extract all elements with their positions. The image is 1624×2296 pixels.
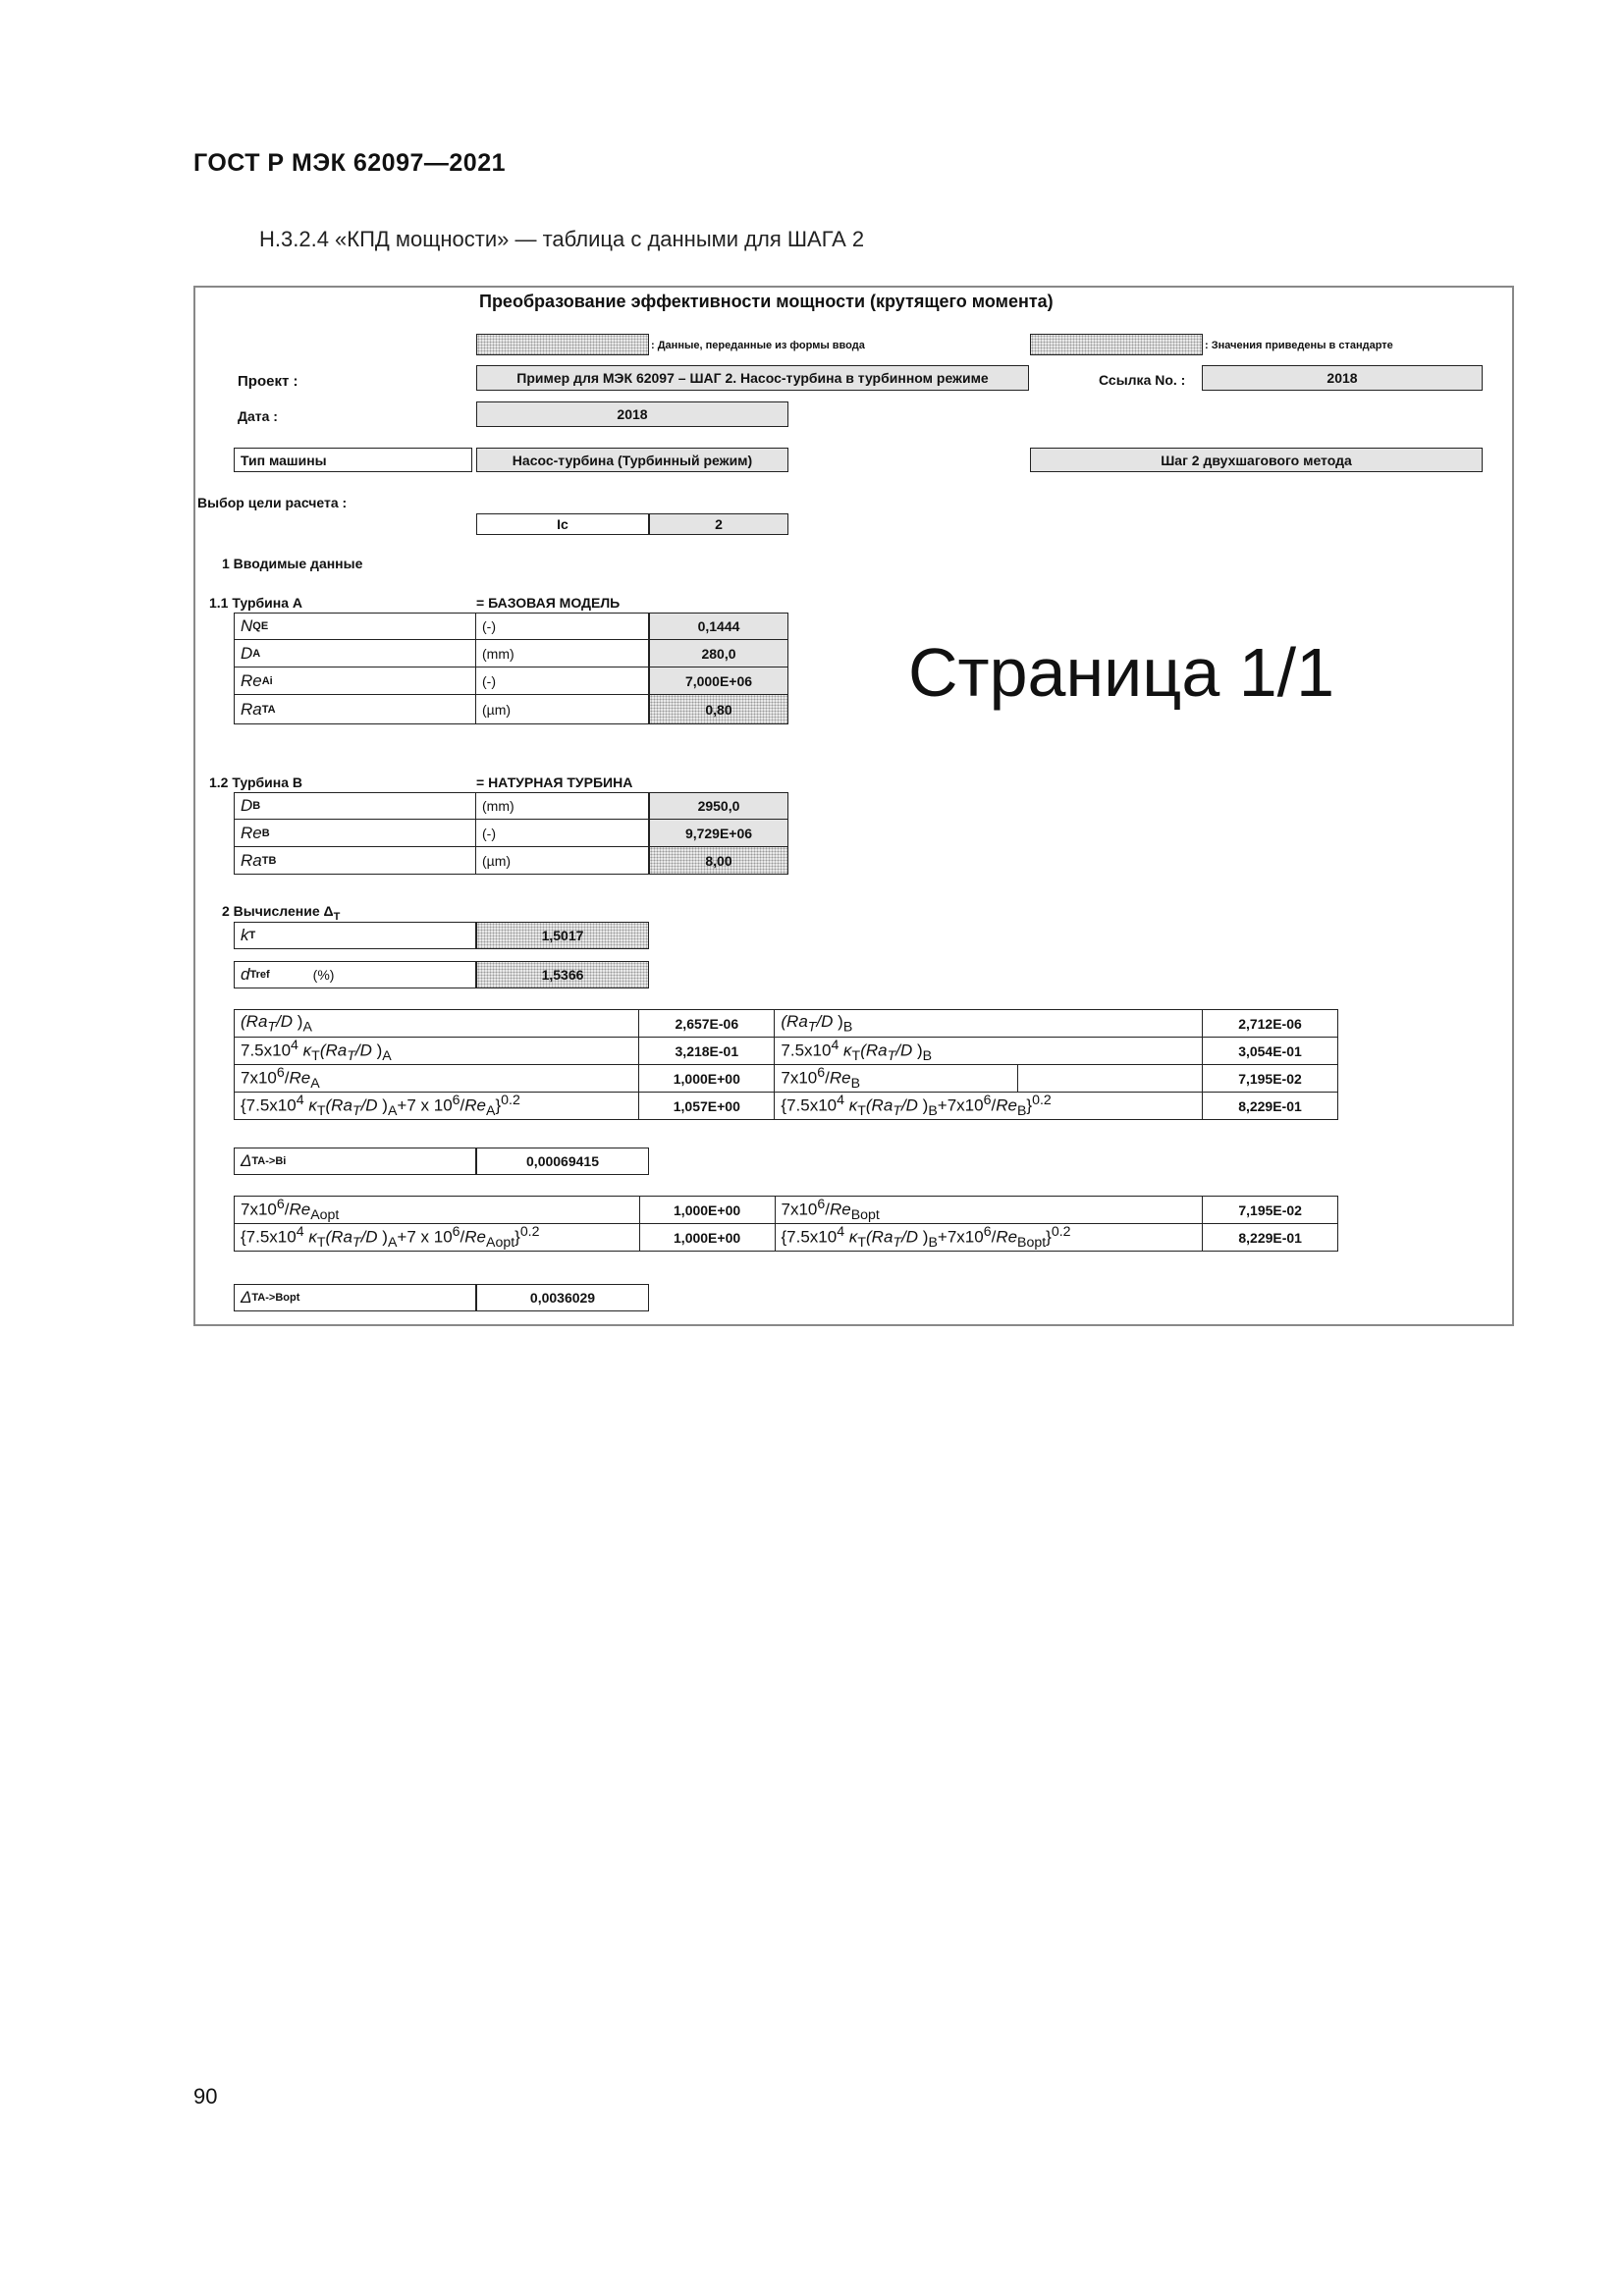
target-code: Ic	[476, 513, 649, 535]
nqe-subscript: QE	[252, 620, 269, 632]
delta-bopt-symbol: Δ	[241, 1288, 252, 1307]
legend-input-swatch	[476, 334, 649, 355]
formula-cell: ($Ra_T/D$ )$_A$	[235, 1010, 639, 1038]
delta-bi-symbol-cell	[234, 1148, 476, 1175]
reai-unit	[476, 667, 649, 695]
value-cell: 7,195E-02	[1203, 1197, 1338, 1224]
formula-cell: {$7.5x10^4$ $\kappa_T(Ra_T/D$ )$_A+7$ x $10^6/Re_{Aopt}\}^{0.2}$	[235, 1224, 640, 1252]
ratb-symbol: Ra	[241, 850, 262, 870]
db-subscript: B	[252, 800, 261, 812]
input-section-heading: 1 Вводимые данные	[222, 556, 363, 571]
ratb-unit-text: (µm)	[482, 852, 512, 869]
da-symbol-cell	[234, 640, 476, 667]
date-value: 2018	[476, 401, 788, 427]
value-cell: 7,195E-02	[1202, 1065, 1337, 1093]
reai-value: 7,000E+06	[649, 667, 788, 695]
db-symbol: D	[241, 796, 253, 815]
reb-symbol: Re	[241, 823, 262, 842]
calc-section-subscript: T	[333, 910, 341, 923]
formula-cell: {$7.5x10^4$ $\kappa_T(Ra_T/D$ )$_A+7$ x $10^6/Re_A\}^{0.2}$	[235, 1093, 639, 1120]
reb-unit	[476, 820, 649, 847]
date-label: Дата :	[238, 408, 278, 424]
table-row	[235, 1038, 1338, 1065]
reb-value: 9,729E+06	[649, 820, 788, 847]
ratb-unit	[476, 847, 649, 875]
empty-cell	[1018, 1065, 1203, 1093]
turbine-b-label: 1.2 Турбина B	[209, 774, 303, 790]
value-cell: 8,229E-01	[1203, 1224, 1338, 1252]
dtref-symbol: d	[241, 965, 250, 984]
turbine-b-model: = НАТУРНАЯ ТУРБИНА	[476, 774, 633, 790]
db-value: 2950,0	[649, 792, 788, 820]
kt-subscript: T	[248, 930, 256, 941]
value-cell: 2,657E-06	[639, 1010, 775, 1038]
da-value: 280,0	[649, 640, 788, 667]
formula-cell: $7x10^6/Re_{Aopt}$	[235, 1197, 640, 1224]
nqe-unit	[476, 613, 649, 640]
delta-bi-symbol: Δ	[241, 1151, 252, 1170]
da-subscript: A	[252, 647, 261, 660]
table-row	[235, 1224, 1338, 1252]
spreadsheet-frame	[193, 286, 1514, 1326]
table-row	[235, 1197, 1338, 1224]
delta-bopt-value: 0,0036029	[476, 1284, 649, 1311]
value-cell: 1,057E+00	[639, 1093, 775, 1120]
legend-standard-label: : Значения приведены в стандарте	[1205, 340, 1393, 351]
target-label: Выбор цели расчета :	[197, 495, 348, 510]
delta-bopt-subscript: TA->Bopt	[251, 1292, 300, 1304]
da-unit-text: (mm)	[482, 645, 514, 662]
table-caption: Н.3.2.4 «КПД мощности» — таблица с данными для ШАГА 2	[259, 227, 865, 251]
kt-symbol: k	[241, 926, 249, 944]
legend-input-label: : Данные, переданные из формы ввода	[651, 340, 865, 351]
project-value: Пример для МЭК 62097 – ШАГ 2. Насос-турбина в турбинном режиме	[476, 365, 1029, 391]
db-unit	[476, 792, 649, 820]
kt-symbol-cell	[234, 922, 476, 949]
delta-bi-value: 0,00069415	[476, 1148, 649, 1175]
dtref-subscript: Tref	[249, 969, 270, 981]
delta-bopt-symbol-cell	[234, 1284, 476, 1311]
legend-standard-swatch	[1030, 334, 1203, 355]
value-cell: 3,054E-01	[1202, 1038, 1337, 1065]
ratb-value: 8,00	[649, 847, 788, 875]
dtref-symbol-cell	[234, 961, 476, 988]
turbine-a-label: 1.1 Турбина A	[209, 595, 303, 611]
sheet-title: Преобразование эффективности мощности (крутящего момента)	[479, 292, 1054, 311]
db-unit-text: (mm)	[482, 798, 514, 814]
value-cell: 1,000E+00	[639, 1197, 775, 1224]
delta-bi-subscript: TA->Bi	[251, 1155, 287, 1167]
rata-subscript: TA	[261, 703, 276, 716]
table-row	[235, 1093, 1338, 1120]
reai-unit-text: (-)	[482, 672, 496, 689]
calc-section-text: 2 Вычисление Δ	[222, 903, 334, 919]
machine-type-label: Тип машины	[234, 448, 472, 472]
page-number: 90	[193, 2084, 218, 2109]
target-value: 2	[649, 513, 788, 535]
reai-symbol: Re	[241, 670, 262, 690]
value-cell: 3,218E-01	[639, 1038, 775, 1065]
formula-cell: {$7.5x10^4$ $\kappa_T(Ra_T/D$ )$_B+7x10^6/Re_{Bopt}\}^{0.2}$	[775, 1224, 1203, 1252]
reb-subscript: B	[261, 827, 270, 839]
nqe-unit-text: (-)	[482, 618, 496, 634]
ref-value: 2018	[1202, 365, 1483, 391]
reb-unit-text: (-)	[482, 825, 496, 841]
rata-unit	[476, 695, 649, 724]
reb-symbol-cell	[234, 820, 476, 847]
formula-cell: $7.5x10^4$ $\kappa_T(Ra_T/D$ )$_B$	[775, 1038, 1203, 1065]
calc-table-1	[234, 1009, 1338, 1120]
reai-symbol-cell	[234, 667, 476, 695]
formula-cell: ($Ra_T/D$ )$_B$	[775, 1010, 1203, 1038]
dtref-value: 1,5366	[476, 961, 649, 988]
value-cell: 1,000E+00	[639, 1065, 775, 1093]
formula-cell: $7.5x10^4$ $\kappa_T(Ra_T/D$ )$_A$	[235, 1038, 639, 1065]
nqe-symbol-cell	[234, 613, 476, 640]
calc-table-2	[234, 1196, 1338, 1252]
ratb-symbol-cell	[234, 847, 476, 875]
ref-label: Ссылка No. :	[1099, 372, 1186, 388]
value-cell: 2,712E-06	[1202, 1010, 1337, 1038]
db-symbol-cell	[234, 792, 476, 820]
nqe-symbol: N	[241, 616, 253, 635]
page-stamp: Страница 1/1	[908, 634, 1335, 711]
da-symbol: D	[241, 643, 253, 663]
rata-symbol: Ra	[241, 699, 262, 719]
value-cell: 8,229E-01	[1202, 1093, 1337, 1120]
value-cell: 1,000E+00	[639, 1224, 775, 1252]
formula-cell: {$7.5x10^4$ $\kappa_T(Ra_T/D$ )$_B+7x10^6/Re_B\}^{0.2}$	[775, 1093, 1203, 1120]
project-label: Проект :	[238, 373, 298, 390]
table-row	[235, 1010, 1338, 1038]
nqe-value: 0,1444	[649, 613, 788, 640]
machine-type-value: Насос-турбина (Турбинный режим)	[476, 448, 788, 472]
dtref-unit: (%)	[312, 967, 335, 983]
formula-cell: $7x10^6/Re_A$	[235, 1065, 639, 1093]
rata-symbol-cell	[234, 695, 476, 724]
rata-value: 0,80	[649, 695, 788, 724]
document-header: ГОСТ Р МЭК 62097—2021	[193, 149, 507, 177]
reai-subscript: Ai	[261, 674, 273, 687]
ratb-subscript: TB	[261, 854, 277, 867]
rata-unit-text: (µm)	[482, 701, 512, 718]
method-value: Шаг 2 двухшагового метода	[1030, 448, 1483, 472]
kt-value: 1,5017	[476, 922, 649, 949]
turbine-a-model: = БАЗОВАЯ МОДЕЛЬ	[476, 595, 621, 611]
table-row	[235, 1065, 1338, 1093]
calc-section-heading	[222, 903, 340, 923]
formula-cell: $7x10^6/Re_{Bopt}$	[775, 1197, 1203, 1224]
da-unit	[476, 640, 649, 667]
formula-cell: $7x10^6/Re_B$	[775, 1065, 1018, 1093]
